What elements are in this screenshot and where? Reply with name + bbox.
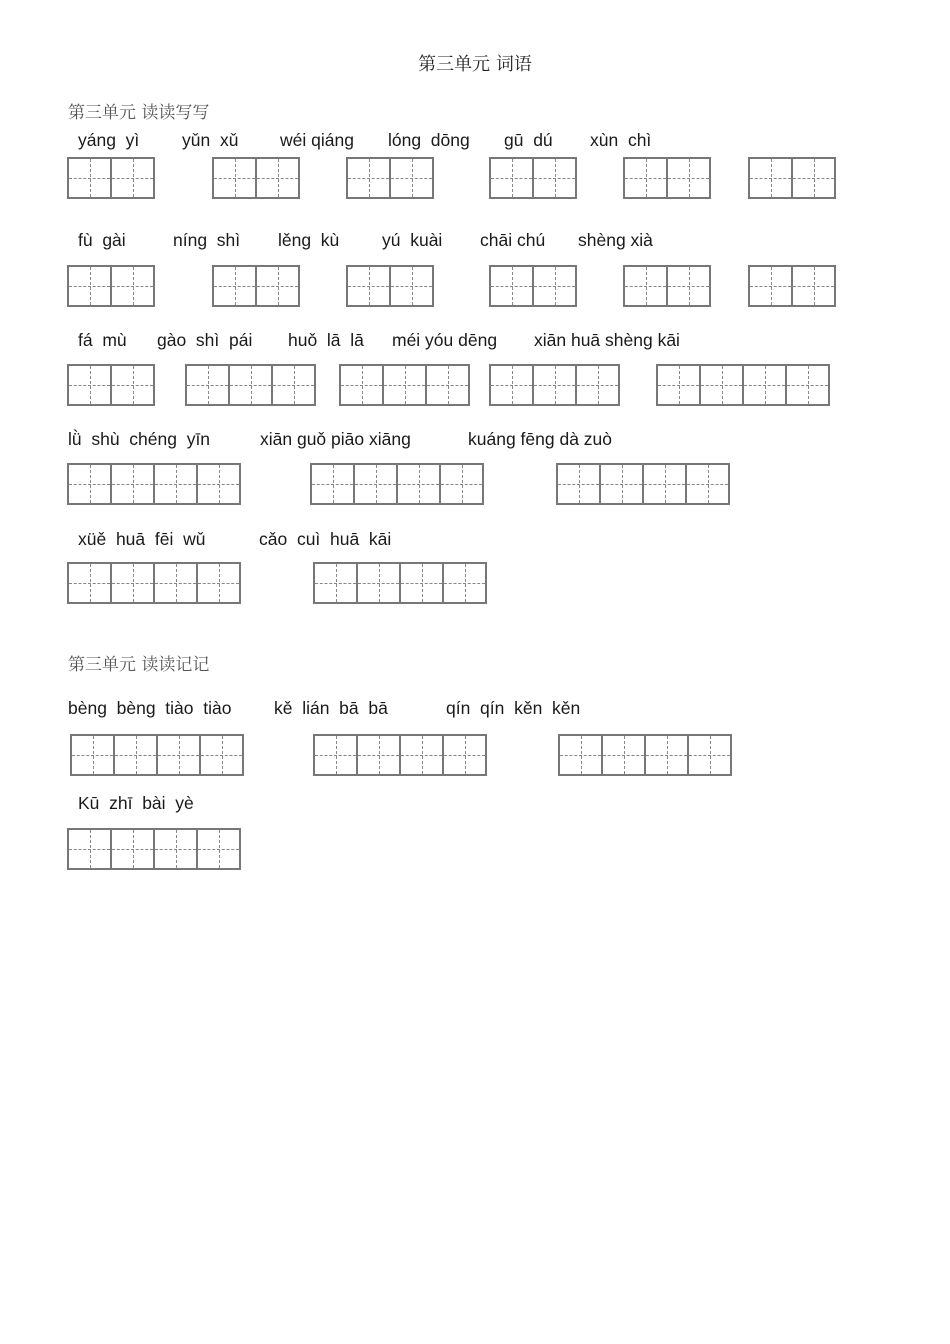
pinyin-word: xiān guǒ piāo xiāng xyxy=(260,429,411,449)
writing-grid xyxy=(313,562,487,604)
pinyin-word: níng shì xyxy=(173,230,241,250)
section-heading-read-write: 第三单元 读读写写 xyxy=(68,103,210,123)
pinyin-word: gū dú xyxy=(504,130,553,150)
pinyin-word: gào shì pái xyxy=(157,330,253,350)
pinyin-word: shèng xià xyxy=(578,230,653,250)
writing-grid xyxy=(212,265,300,307)
pinyin-word: lóng dōng xyxy=(388,130,470,150)
pinyin-word: xùn chì xyxy=(590,130,652,150)
pinyin-word: xüě huā fēi wǔ xyxy=(78,529,206,549)
page-title: 第三单元 词语 xyxy=(418,54,532,75)
writing-grid xyxy=(489,265,577,307)
pinyin-word: kuáng fēng dà zuò xyxy=(468,429,613,449)
writing-grid xyxy=(623,265,711,307)
pinyin-word: kě lián bā bā xyxy=(274,698,388,718)
pinyin-word: yú kuài xyxy=(382,230,443,250)
pinyin-word: méi yóu dēng xyxy=(392,330,498,350)
writing-grid xyxy=(67,463,241,505)
writing-grid xyxy=(748,265,836,307)
writing-grid xyxy=(185,364,316,406)
pinyin-word: lěng kù xyxy=(278,230,340,250)
writing-grid xyxy=(489,157,577,199)
section-heading-read-remember: 第三单元 读读记记 xyxy=(68,655,210,675)
pinyin-word: Kū zhī bài yè xyxy=(78,793,194,813)
writing-grid xyxy=(70,734,244,776)
writing-grid xyxy=(313,734,487,776)
pinyin-word: yǔn xǔ xyxy=(182,130,239,150)
writing-grid xyxy=(656,364,830,406)
writing-grid xyxy=(212,157,300,199)
writing-grid xyxy=(67,265,155,307)
pinyin-word: fù gài xyxy=(78,230,126,250)
pinyin-word: chāi chú xyxy=(480,230,546,250)
writing-grid xyxy=(67,828,241,870)
writing-grid xyxy=(339,364,470,406)
writing-grid xyxy=(489,364,620,406)
writing-grid xyxy=(346,157,434,199)
pinyin-word: wéi qiáng xyxy=(280,130,354,150)
pinyin-word: huǒ lā lā xyxy=(288,330,364,350)
writing-grid xyxy=(310,463,484,505)
writing-grid xyxy=(67,364,155,406)
pinyin-word: bèng bèng tiào tiào xyxy=(68,698,232,718)
writing-grid xyxy=(67,562,241,604)
pinyin-word: yáng yì xyxy=(78,130,140,150)
pinyin-word: fá mù xyxy=(78,330,127,350)
pinyin-word: cǎo cuì huā kāi xyxy=(259,529,392,549)
writing-grid xyxy=(556,463,730,505)
writing-grid xyxy=(748,157,836,199)
writing-grid xyxy=(67,157,155,199)
pinyin-word: xiān huā shèng kāi xyxy=(534,330,680,350)
pinyin-word: lǜ shù chéng yīn xyxy=(68,429,211,449)
pinyin-word: qín qín kěn kěn xyxy=(446,698,581,718)
writing-grid xyxy=(623,157,711,199)
writing-grid xyxy=(558,734,732,776)
writing-grid xyxy=(346,265,434,307)
